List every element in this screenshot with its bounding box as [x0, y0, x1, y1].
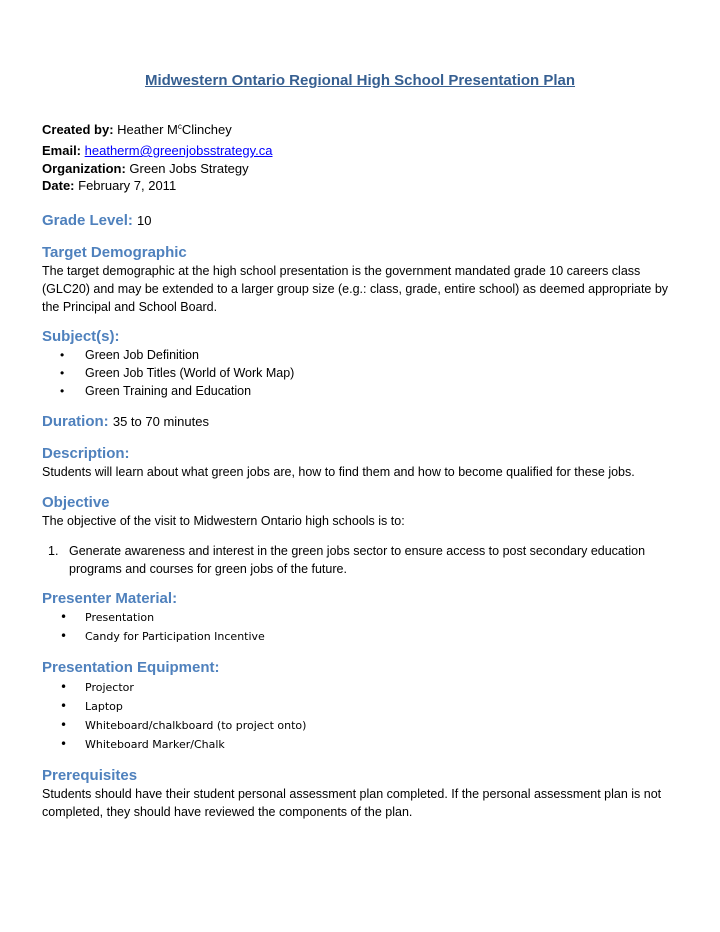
organization-line: [42, 160, 249, 178]
list-item: • Whiteboard Marker/Chalk: [58, 735, 306, 754]
page-title: Midwestern Ontario Regional High School Presentation Plan: [144, 72, 576, 89]
duration-heading: Duration: 35 to 70 minutes: [42, 413, 209, 430]
bullet-icon: •: [60, 737, 68, 751]
organization-value: Green Jobs Strategy: [129, 161, 249, 176]
email-line: [42, 142, 272, 160]
list-item: • Projector: [58, 678, 306, 697]
bullet-icon: •: [60, 629, 68, 643]
presentation-equipment-heading: Presentation Equipment:: [42, 659, 220, 676]
list-item: • Green Training and Education: [60, 384, 252, 398]
description-heading: Description:: [42, 445, 130, 462]
email-label: Email:: [42, 143, 82, 158]
bullet-icon: •: [60, 680, 68, 694]
organization-label: Organization:: [42, 161, 126, 176]
objective-intro: The objective of the visit to Midwestern Ontario high schools is to:: [42, 514, 405, 528]
bullet-icon: •: [60, 718, 68, 732]
list-item: • Whiteboard/chalkboard (to project onto): [58, 716, 306, 735]
subjects-list: [58, 346, 294, 400]
presenter-material-list: [58, 608, 265, 646]
list-number: 1.: [48, 544, 59, 558]
date-value: February 7, 2011: [78, 178, 177, 193]
target-demographic-heading: Target Demographic: [42, 244, 187, 261]
presenter-material-heading: Presenter Material:: [42, 590, 178, 607]
email-link[interactable]: heatherm@greenjobsstrategy.ca: [84, 143, 273, 158]
description-text: Students will learn about what green jobs are, how to find them and how to become qualified for these jobs.: [42, 465, 635, 479]
prerequisites-text: Students should have their student personal assessment plan completed. If the personal assessment plan is not completed, they should have reviewed the components of the plan.: [42, 787, 662, 819]
created-by-line: [42, 121, 232, 139]
objective-heading: Objective: [42, 494, 110, 511]
target-demographic-text: The target demographic at the high school presentation is the government mandated grade 10 careers class (GLC20) and may be extended to a larger group size (e.g.: class, grade, entire school) as deemed appropriate by the Principal and School Board.: [42, 264, 669, 314]
list-item: • Green Job Definition: [60, 348, 199, 362]
bullet-icon: •: [60, 366, 65, 380]
list-item: • Candy for Participation Incentive: [58, 627, 265, 646]
objective-list: [48, 542, 688, 578]
date-label: Date:: [42, 178, 75, 193]
created-by-label: Created by:: [42, 122, 114, 137]
bullet-icon: •: [60, 348, 65, 362]
created-by-value: Heather $M^cClinchey$: [117, 122, 232, 137]
list-item: 1. Generate awareness and interest in the green jobs sector to ensure access to post secondary education programs and courses for green jobs of the future.: [48, 544, 646, 576]
grade-level-value: 10: [137, 213, 152, 228]
presentation-equipment-list: [58, 678, 306, 754]
bullet-icon: •: [60, 699, 68, 713]
bullet-icon: •: [60, 384, 65, 398]
bullet-icon: •: [60, 610, 68, 624]
prerequisites-heading: Prerequisites: [42, 767, 138, 784]
date-line: [42, 177, 176, 195]
list-item: • Green Job Titles (World of Work Map): [60, 366, 295, 380]
list-item: • Laptop: [58, 697, 306, 716]
list-item: • Presentation: [58, 608, 265, 627]
subjects-heading: Subject(s):: [42, 328, 120, 345]
grade-level-heading: Grade Level: 10: [42, 212, 152, 229]
duration-value: 35 to 70 minutes: [112, 414, 209, 429]
